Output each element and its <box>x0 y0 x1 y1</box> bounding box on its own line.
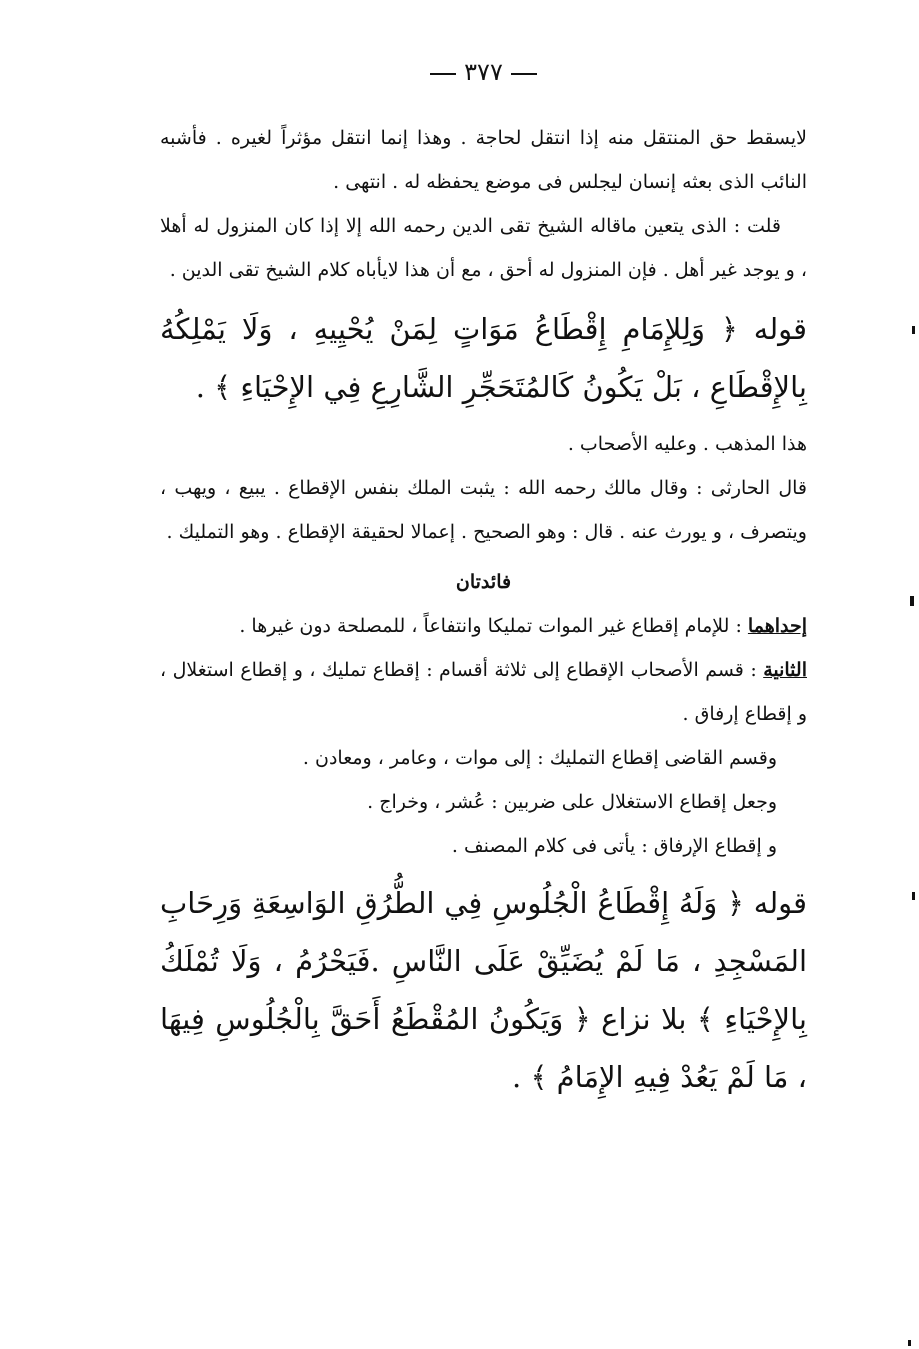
quote-2 <box>160 874 807 1106</box>
benefit-2-lead: الثانية <box>763 659 807 681</box>
benefit-2 <box>160 648 807 736</box>
benefit-1-lead: إحداهما <box>747 615 807 637</box>
paragraph-1: لايسقط حق المنتقل منه إذا انتقل لحاجة . وهذا إنما انتقل مؤثراً لغيره . فأشبه النائب الذى بعثه إنسان ليجلس فى موضع يحفظه له . انتهى . <box>160 127 807 193</box>
page-number-text: ٣٧٧ <box>464 58 503 86</box>
benefit-1 <box>160 604 807 648</box>
sub-item-3: و إقطاع الإرفاق : يأتى فى كلام المصنف . <box>451 835 777 857</box>
sub-item-1: وقسم القاضى إقطاع التمليك : إلى موات ، وعامر ، ومعادن . <box>302 747 777 769</box>
sub-item-2: وجعل إقطاع الاستغلال على ضربين : عُشر ، وخراج . <box>367 791 777 813</box>
paragraph-4: قال الحارثى : وقال مالك رحمه الله : يثبت الملك بنفس الإقطاع . يبيع ، ويهب ، ويتصرف ، و يورث عنه . قال : وهو الصحيح . إعمالا لحقيقة الإقطاع . وهو التمليك . <box>160 477 807 543</box>
paragraph-2: قلت : الذى يتعين ماقاله الشيخ تقى الدين رحمه الله إلا إذا كان المنزول له أهلا ، و يوجد غير أهل . فإن المنزول له أحق ، مع أن هذا لايأباه كلام الشيخ تقى الدين . <box>160 215 807 281</box>
paragraph-3: هذا المذهب . وعليه الأصحاب . <box>567 433 807 455</box>
benefit-2-text: : قسم الأصحاب الإقطاع إلى ثلاثة أقسام : إقطاع تمليك ، و إقطاع استغلال ، و إقطاع إرفاق . <box>160 659 807 725</box>
page-number <box>160 58 807 86</box>
page-number-dash-left <box>430 73 456 75</box>
scan-mark-4 <box>908 1340 911 1346</box>
quote-1-text: ﴿ وَلِلإِمَامِ إِقْطَاعُ مَوَاتٍ لِمَنْ يُحْيِيهِ ، وَلَا يَمْلِكُهُ بِالإِقْطَاعِ ، بَلْ يَكُونُ كَالمُتَحَجِّرِ الشَّارِعِ فِي الإِحْيَاءِ ﴾ . <box>160 312 807 404</box>
quote-1 <box>160 300 807 416</box>
benefit-1-text: : للإمام إقطاع غير الموات تمليكا وانتفاعاً ، للمصلحة دون غيرها . <box>239 615 742 637</box>
scan-mark-2 <box>910 596 914 606</box>
quote-1-prefix: قوله <box>753 312 807 346</box>
scan-mark-1 <box>912 326 915 334</box>
section-heading: فائدتان <box>455 571 512 593</box>
quote-2-text: ﴿ وَلَهُ إِقْطَاعُ الْجُلُوسِ فِي الطُّرُقِ الوَاسِعَةِ وَرِحَابِ المَسْجِدِ ، مَا لَمْ يُضَيِّقْ عَلَى النَّاسِ .فَيَحْرُمُ ، وَلَا تُمْلَكُ بِالإِحْيَاءِ ﴾ بلا نزاع ﴿ وَيَكُونُ المُقْطَعُ أَحَقَّ بِالْجُلُوسِ فِيهَا ، مَا لَمْ يَعُدْ فِيهِ الإِمَامُ ﴾ . <box>160 886 807 1094</box>
page-number-dash-right <box>511 73 537 75</box>
scan-mark-3 <box>912 892 915 900</box>
quote-2-prefix: قوله <box>753 886 807 920</box>
